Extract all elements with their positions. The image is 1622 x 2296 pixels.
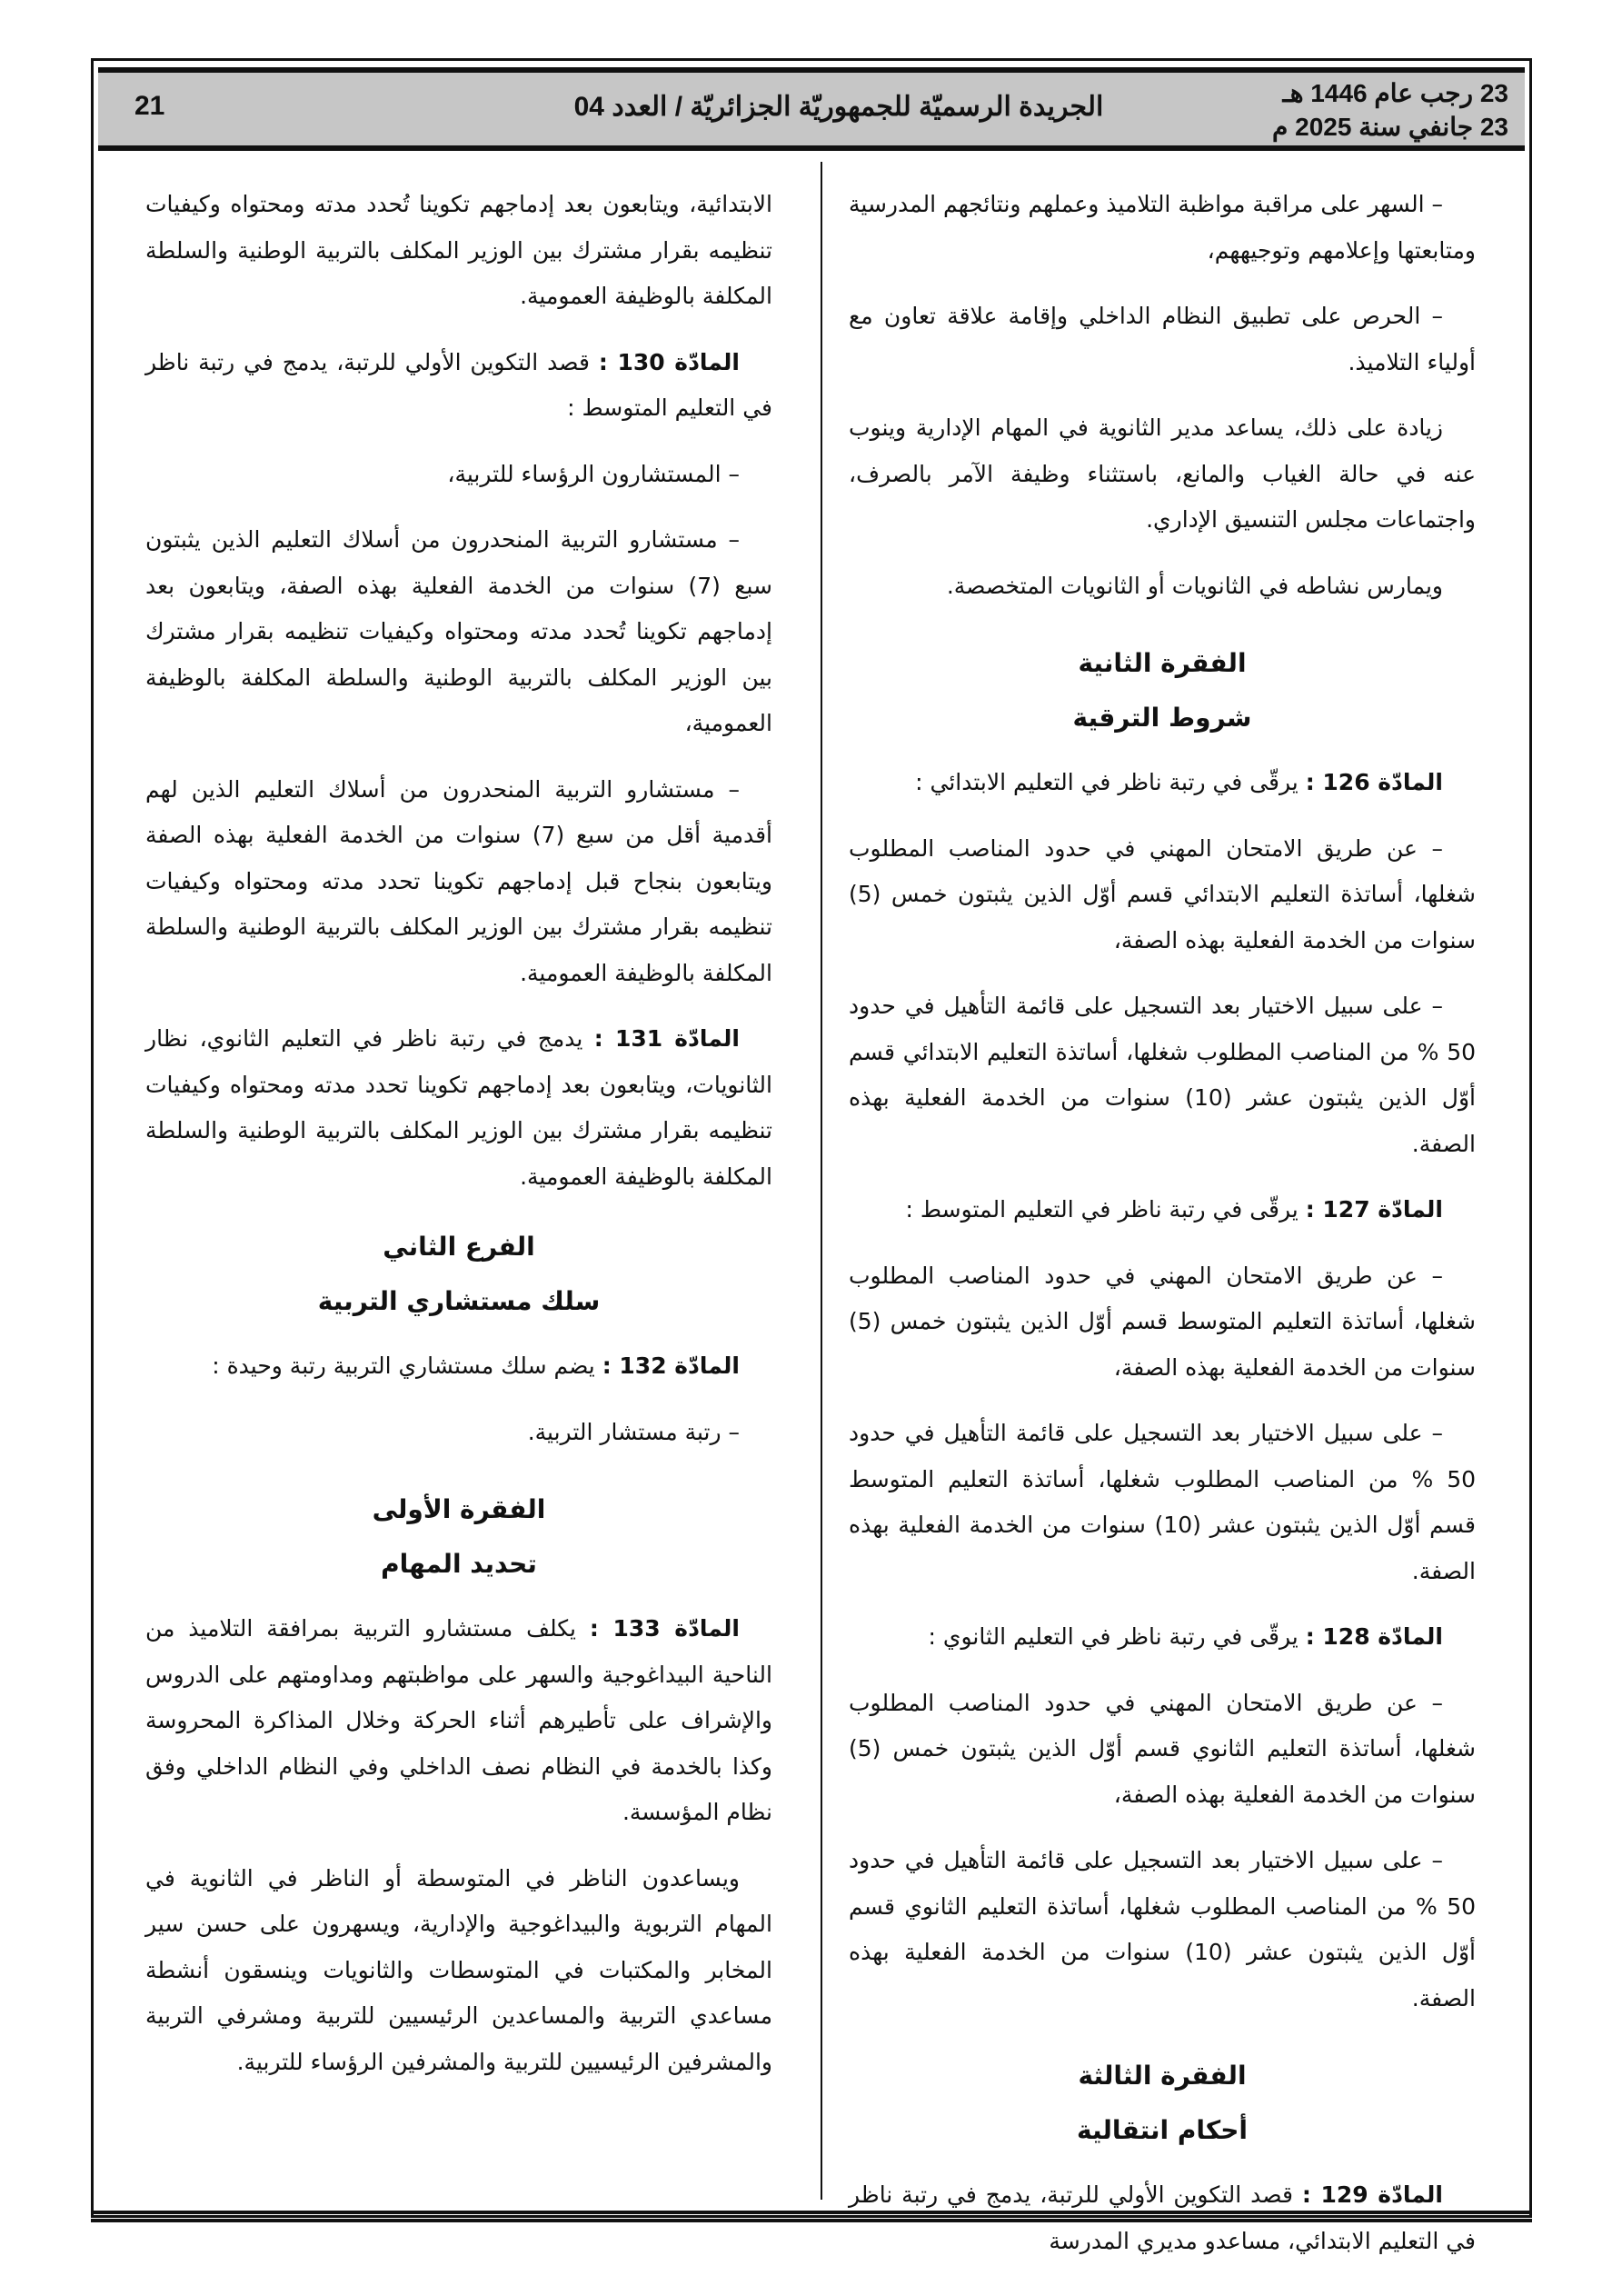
article-text: قصد التكوين الأولي للرتبة، يدمج في رتبة ناظر في التعليم الابتدائي، مساعدو مديري المدرسة	[849, 2181, 1476, 2254]
section-title: تحديد المهام	[381, 1549, 537, 1579]
paragraph: – السهر على مراقبة مواظبة التلاميذ وعملهم ونتائجهم المدرسية ومتابعتها وإعلامهم وتوجيههم،	[849, 191, 1476, 264]
article-label: المادّة 128 :	[1305, 1623, 1443, 1650]
article-129	[849, 2172, 1476, 2264]
journal-title: الجريدة الرسميّة للجمهوريّة الجزائريّة / العدد 04	[573, 92, 1104, 122]
list-item: – مستشارو التربية المنحدرون من أسلاك التعليم الذين يثبتون سبع (7) سنوات من الخدمة الفعلية بهذه الصفة، ويتابعون بعد إدماجهم تكوينا تُحدد مدته ومحتواه وكيفيات تنظيمه بقرار مشترك بين الوزير المكلف بالتربية الوطنية والسلطة المكلفة بالوظيفة العمومية،	[145, 526, 773, 736]
article-text: يدمج في رتبة ناظر في التعليم الثانوي، نظار الثانويات، ويتابعون بعد إدماجهم تكوينا تحدد مدته ومحتواه وكيفيات تنظيمه بقرار مشترك بين الوزير المكلف بالتربية الوطنية والسلطة المكلفة بالوظيفة العمومية.	[145, 1025, 772, 1190]
header-title-wrap	[98, 91, 1525, 123]
left-column	[145, 182, 772, 2105]
page-number: 21	[134, 91, 165, 121]
paragraph: زيادة على ذلك، يساعد مدير الثانوية في المهام الإدارية وينوب عنه في حالة الغياب والمانع، باستثناء وظيفة الآمر بالصرف، واجتماعات مجلس التنسيق الإداري.	[849, 414, 1476, 533]
column-separator	[821, 162, 822, 2200]
section-heading: الفقرة الأولى	[372, 1494, 546, 1524]
article-128	[849, 1614, 1476, 1661]
article-133	[145, 1606, 772, 1836]
date-hijri: 23 رجب عام 1446 هـ	[1282, 79, 1508, 107]
article-label: المادّة 130 :	[598, 348, 741, 375]
article-label: المادّة 133 :	[589, 1615, 740, 1642]
article-131	[145, 1016, 772, 1200]
list-item: – عن طريق الامتحان المهني في حدود المناصب المطلوب شغلها، أساتذة التعليم الابتدائي قسم أوّل الذين يثبتون خمس (5) سنوات من الخدمة الفعلية بهذه الصفة،	[849, 834, 1476, 953]
branch-title: سلك مستشاري التربية	[317, 1286, 601, 1316]
article-126	[849, 760, 1476, 806]
list-item: – على سبيل الاختيار بعد التسجيل على قائمة التأهيل في حدود 50 % من المناصب المطلوب شغلها، أساتذة التعليم الثانوي قسم أوّل الذين يثبتون عشر (10) سنوات من الخدمة الفعلية بهذه الصفة.	[849, 1847, 1476, 2011]
list-item: – عن طريق الامتحان المهني في حدود المناصب المطلوب شغلها، أساتذة التعليم المتوسط قسم أوّل الذين يثبتون خمس (5) سنوات من الخدمة الفعلية بهذه الصفة،	[849, 1262, 1476, 1381]
paragraph: ويمارس نشاطه في الثانويات أو الثانويات المتخصصة.	[946, 572, 1443, 599]
page-header	[98, 67, 1525, 151]
list-item: – عن طريق الامتحان المهني في حدود المناصب المطلوب شغلها، أساتذة التعليم الثانوي قسم أوّل الذين يثبتون خمس (5) سنوات من الخدمة الفعلية بهذه الصفة،	[849, 1689, 1476, 1808]
paragraph: ويساعدون الناظر في المتوسطة أو الناظر في الثانوية في المهام التربوية والبيداغوجية والإدارية، ويسهرون على حسن سير المخابر والمكتبات في المتوسطات والثانويات وينسقون أنشطة مساعدي التربية والمساعدين الرئيسيين للتربية ومشرفي التربية والمشرفين الرئيسيين للتربية والمشرفين الرؤساء للتربية.	[145, 1864, 772, 2075]
article-label: المادّة 126 :	[1305, 769, 1443, 795]
article-text: يرقّى في رتبة ناظر في التعليم الثانوي :	[928, 1623, 1299, 1650]
article-label: المادّة 132 :	[602, 1353, 740, 1379]
paragraph: – الحرص على تطبيق النظام الداخلي وإقامة علاقة تعاون مع أولياء التلاميذ.	[849, 303, 1476, 375]
article-130	[145, 340, 772, 432]
article-label: المادّة 127 :	[1305, 1196, 1443, 1223]
section-title: أحكام انتقالية	[1077, 2115, 1248, 2145]
list-item: – على سبيل الاختيار بعد التسجيل على قائمة التأهيل في حدود 50 % من المناصب المطلوب شغلها، أساتذة التعليم المتوسط قسم أوّل الذين يثبتون عشر (10) سنوات من الخدمة الفعلية بهذه الصفة.	[849, 1420, 1476, 1584]
article-label: المادّة 129 :	[1301, 2181, 1444, 2208]
section-heading: الفقرة الثانية	[1078, 648, 1247, 678]
date-gregorian: 23 جانفي سنة 2025 م	[1272, 113, 1508, 141]
list-item: – المستشارون الرؤساء للتربية،	[447, 460, 740, 487]
article-text: يضم سلك مستشاري التربية رتبة وحيدة :	[212, 1353, 595, 1379]
list-item: – على سبيل الاختيار بعد التسجيل على قائمة التأهيل في حدود 50 % من المناصب المطلوب شغلها، أساتذة التعليم الابتدائي قسم أوّل الذين يثبتون عشر (10) سنوات من الخدمة الفعلية بهذه الصفة.	[849, 993, 1476, 1157]
article-127	[849, 1187, 1476, 1233]
right-column	[849, 182, 1476, 2284]
article-text: قصد التكوين الأولي للرتبة، يدمج في رتبة ناظر في التعليم المتوسط :	[145, 348, 772, 421]
section-title: شروط الترقية	[1072, 703, 1252, 733]
list-item: – رتبة مستشار التربية.	[527, 1418, 740, 1445]
article-text: يرقّى في رتبة ناظر في التعليم الابتدائي :	[915, 769, 1299, 795]
paragraph: الابتدائية، ويتابعون بعد إدماجهم تكوينا تُحدد مدته ومحتواه وكيفيات تنظيمه بقرار مشترك بين الوزير المكلف بالتربية الوطنية والسلطة المكلفة بالوظيفة العمومية.	[145, 191, 772, 309]
article-text: يرقّى في رتبة ناظر في التعليم المتوسط :	[905, 1196, 1299, 1223]
article-132	[145, 1343, 772, 1390]
branch-heading: الفرع الثاني	[383, 1232, 535, 1262]
list-item: – مستشارو التربية المنحدرون من أسلاك التعليم الذين لهم أقدمية أقل من سبع (7) سنوات من الخدمة الفعلية بهذه الصفة ويتابعون بنجاح قبل إدماجهم تكوينا تحدد مدته ومحتواه وكيفيات تنظيمه بقرار مشترك بين الوزير المكلف بالتربية الوطنية والسلطة المكلفة بالوظيفة العمومية.	[145, 775, 772, 986]
article-text: يكلف مستشارو التربية بمرافقة التلاميذ من الناحية البيداغوجية والسهر على مواظبتهم ومداومتهم على الدروس والإشراف على تأطيرهم أثناء الحركة وخلال المذاكرة المحروسة وكذا بالخدمة في النظام نصف الداخلي وفي النظام الداخلي وفق نظام المؤسسة.	[145, 1615, 772, 1825]
article-label: المادّة 131 :	[593, 1025, 740, 1052]
section-heading: الفقرة الثالثة	[1078, 2061, 1247, 2091]
